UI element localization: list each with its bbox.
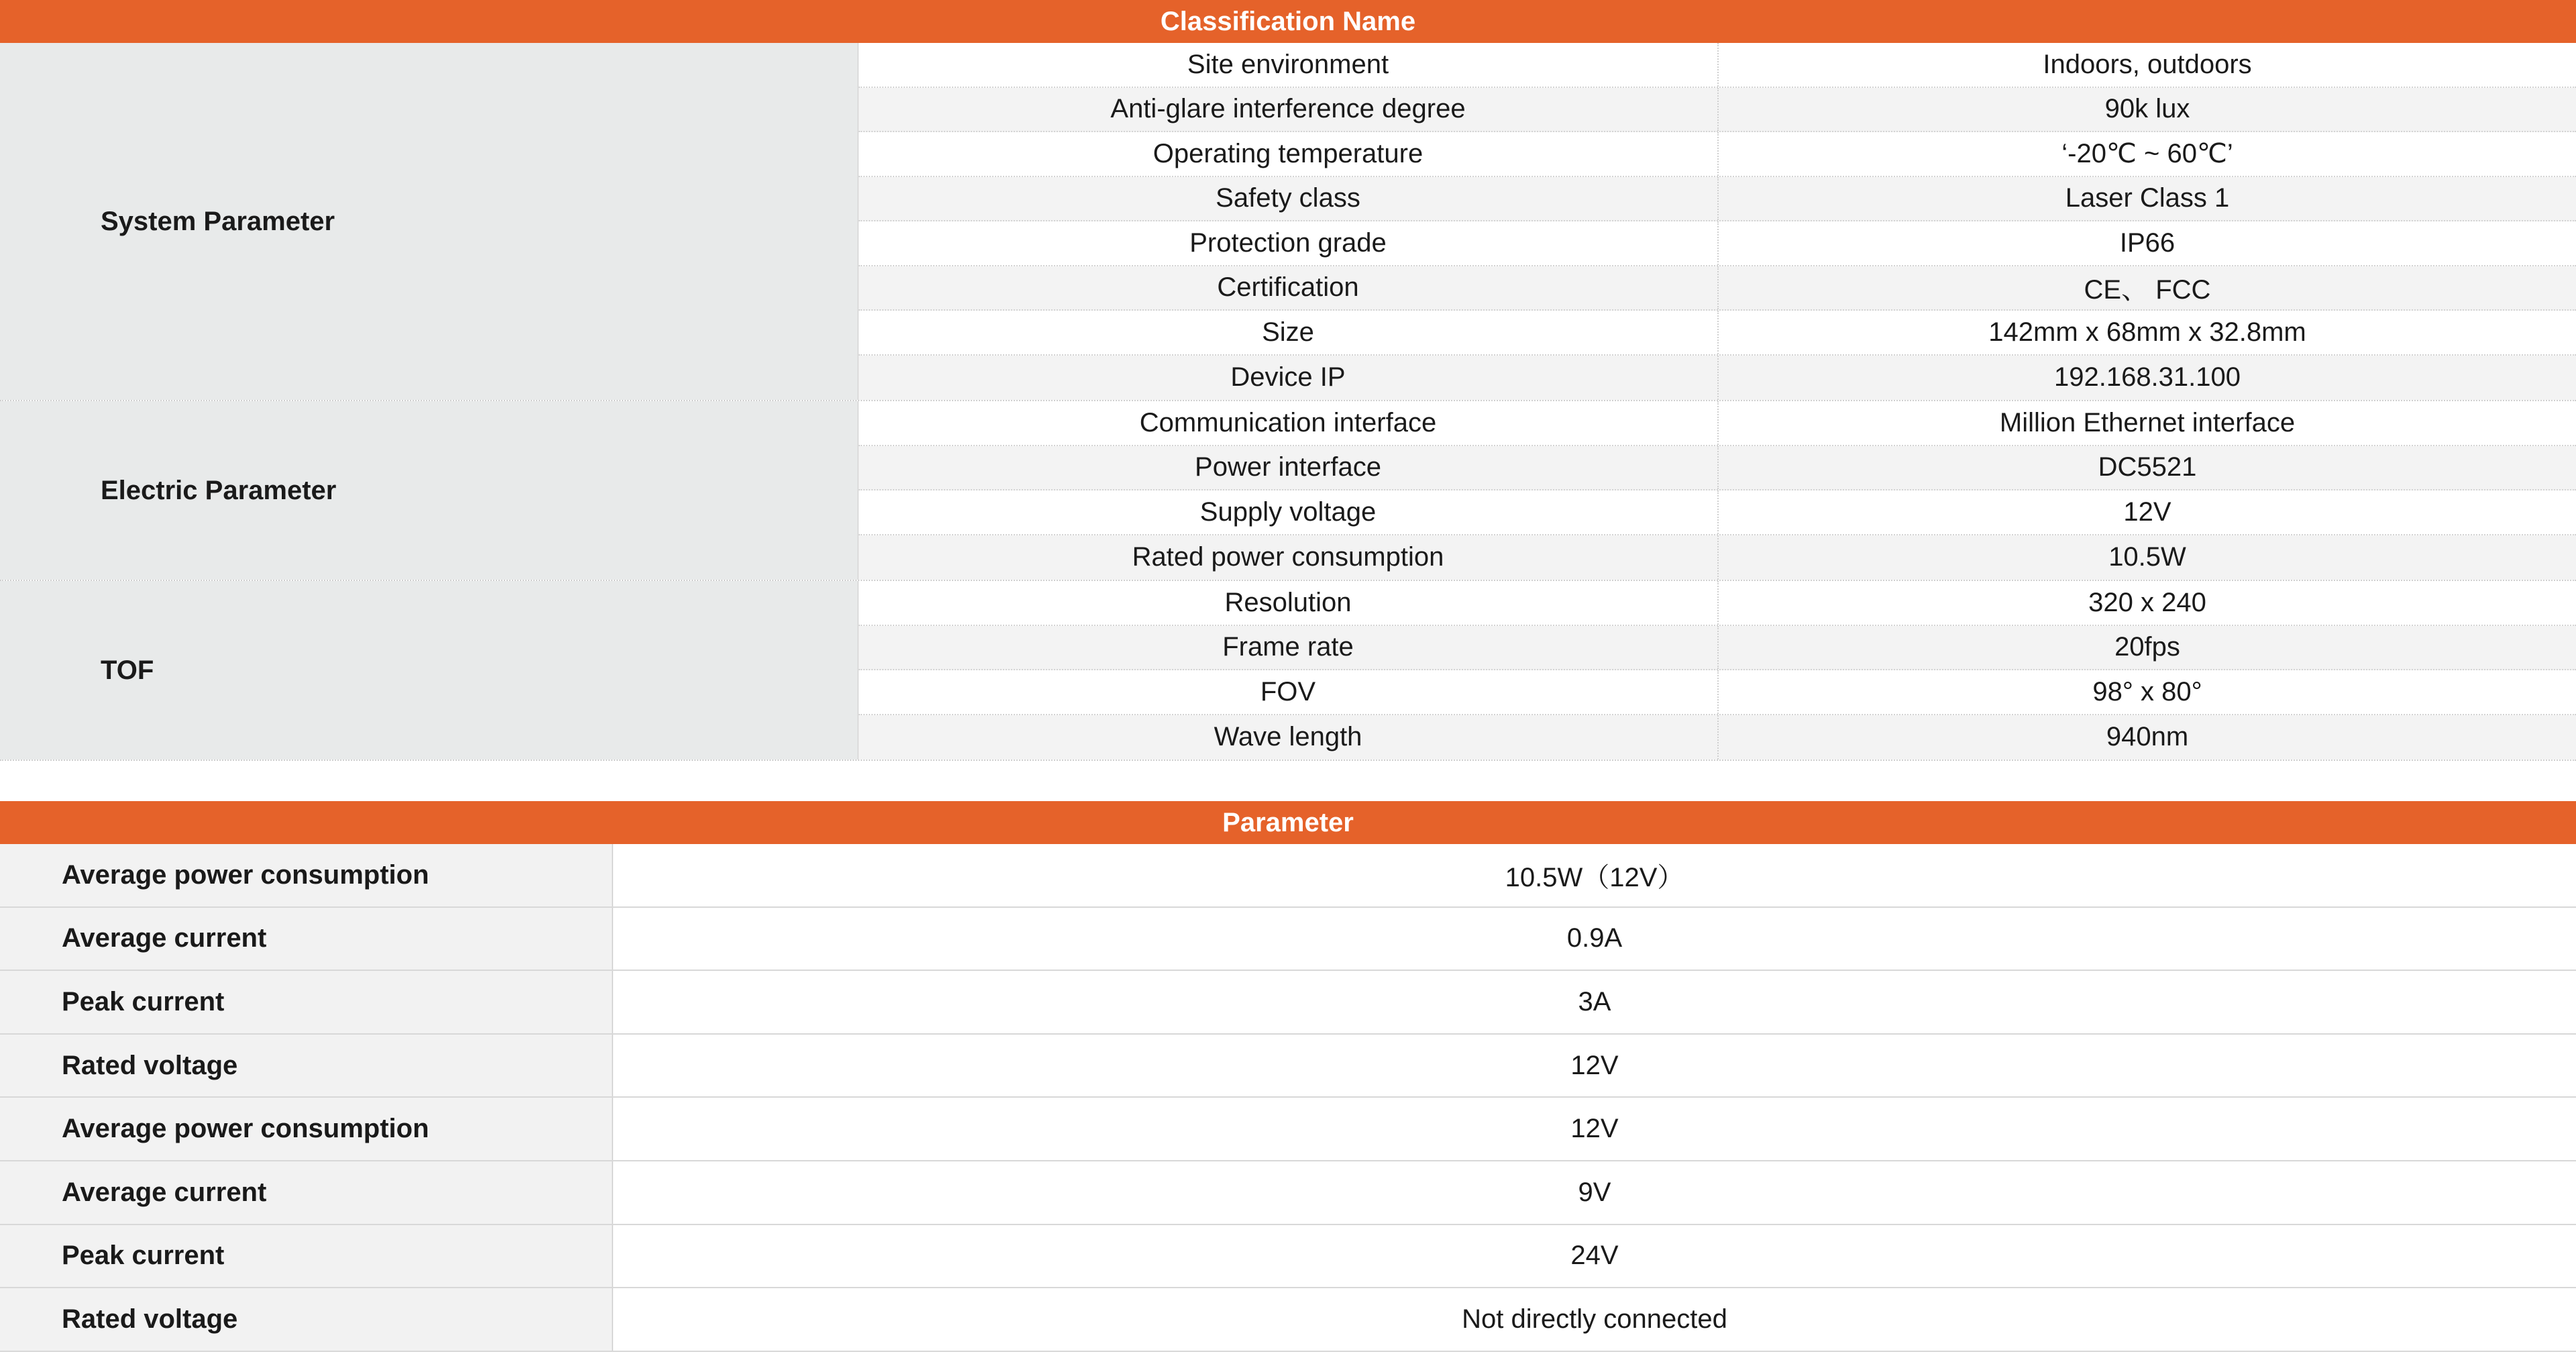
parameter-table [0,801,2576,1352]
param-value: IP66 [2119,227,2176,258]
param-value: 142mm x 68mm x 32.8mm [1988,317,2306,347]
row-value: 10.5W（12V） [1505,862,1684,892]
table-row [859,401,2576,446]
param-value: 320 x 240 [2088,587,2206,617]
param-name: Device IP [859,356,1719,401]
table-row [859,266,2576,311]
row-value: 24V [1570,1241,1619,1271]
param-value: Million Ethernet interface [1999,407,2296,437]
param-value: 98° x 80° [2092,676,2202,707]
group-tof [0,581,2576,761]
table-row [0,1035,2576,1098]
row-value: 12V [1570,1114,1619,1144]
param-value: 192.168.31.100 [2053,362,2241,393]
param-name: Frame rate [859,626,1719,670]
table-row [0,971,2576,1035]
param-name: Certification [859,266,1719,310]
param-name: FOV [859,670,1719,714]
table-row [859,670,2576,715]
table-row [859,446,2576,491]
row-label: Peak current [0,1225,613,1288]
table-row [0,1288,2576,1352]
row-value: 12V [1570,1050,1619,1080]
param-name: Operating temperature [859,132,1719,176]
table-row [859,311,2576,356]
table-row [0,1225,2576,1289]
param-value: 90k lux [2104,94,2190,124]
table-row [859,490,2576,535]
table-row [0,844,2576,908]
classification-header: Classification Name [0,0,2576,43]
param-value: CE、 FCC [2084,275,2211,305]
param-value: 20fps [2114,632,2180,662]
table-row [0,908,2576,972]
param-name: Resolution [859,581,1719,625]
table-row [859,177,2576,222]
group-electric-parameter [0,401,2576,581]
row-label: Peak current [0,971,613,1033]
param-name: Communication interface [859,401,1719,445]
row-label: Average current [0,908,613,970]
row-label: Rated voltage [0,1288,613,1351]
table-row [859,43,2576,88]
table-row [859,581,2576,626]
table-row [859,132,2576,177]
param-name: Supply voltage [859,490,1719,534]
group-system-parameter [0,43,2576,401]
param-name: Rated power consumption [859,535,1719,580]
row-label: Average current [0,1161,613,1224]
param-value: DC5521 [2098,452,2197,482]
group-label: Electric Parameter [0,401,859,580]
table-row [0,1098,2576,1161]
row-value: Not directly connected [1462,1304,1727,1334]
param-value: Laser Class 1 [2065,183,2230,213]
param-name: Wave length [859,715,1719,760]
parameter-header: Parameter [0,801,2576,844]
param-name: Protection grade [859,221,1719,265]
param-name: Site environment [859,43,1719,87]
row-value: 9V [1578,1177,1611,1207]
param-value: 10.5W [2108,542,2186,572]
param-value: 12V [2123,497,2171,527]
table-row [859,535,2576,580]
table-row [859,88,2576,133]
table-row [859,626,2576,671]
param-name: Power interface [859,446,1719,490]
table-row [0,1161,2576,1225]
param-value: ‘-20℃ ~ 60℃’ [2061,139,2233,169]
param-name: Anti-glare interference degree [859,88,1719,132]
group-label: System Parameter [0,43,859,400]
table-row [859,356,2576,401]
param-name: Safety class [859,177,1719,221]
table-row [859,221,2576,266]
row-label: Average power consumption [0,1098,613,1160]
row-label: Average power consumption [0,844,613,906]
group-label: TOF [0,581,859,760]
param-value: 940nm [2106,722,2189,752]
param-value: Indoors, outdoors [2043,49,2252,79]
row-label: Rated voltage [0,1035,613,1097]
row-value: 0.9A [1566,923,1623,953]
table-row [859,715,2576,760]
param-name: Size [859,311,1719,354]
row-value: 3A [1578,986,1611,1016]
